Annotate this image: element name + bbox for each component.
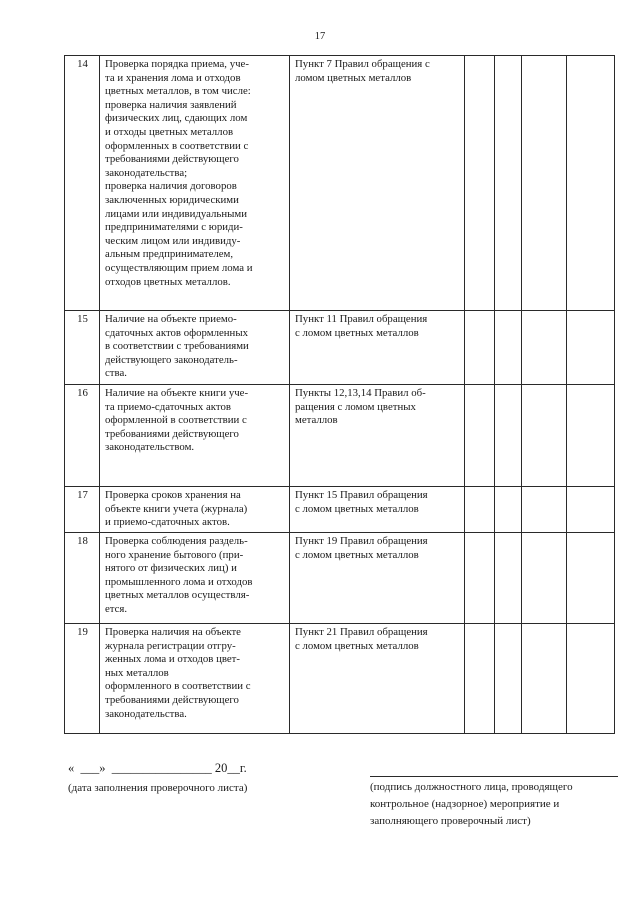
row-number: 15 xyxy=(65,311,100,385)
answer-cell-no[interactable] xyxy=(495,56,522,311)
answer-cell-no[interactable] xyxy=(495,624,522,734)
checklist-table xyxy=(64,55,615,734)
fill-date-caption: (дата заполнения проверочного листа) xyxy=(68,782,248,794)
table-row xyxy=(65,487,615,533)
table-row xyxy=(65,385,615,487)
legal-reference: Пункт 15 Правил обращения с ломом цветных металлов xyxy=(290,487,465,533)
row-number: 18 xyxy=(65,533,100,624)
legal-reference: Пункт 7 Правил обращения с ломом цветных металлов xyxy=(290,56,465,311)
answer-cell-no[interactable] xyxy=(495,385,522,487)
answer-cell-yes[interactable] xyxy=(465,487,495,533)
notes-cell[interactable] xyxy=(567,533,615,624)
notes-cell[interactable] xyxy=(567,311,615,385)
legal-reference: Пункт 21 Правил обращения с ломом цветных металлов xyxy=(290,624,465,734)
row-number: 17 xyxy=(65,487,100,533)
requirement-text: Проверка порядка приема, уче- та и хранения лома и отходов цветных металлов, в том числе: проверка наличия заявлений физических лиц, сдающих лом и отходы цветных металлов оформленных в соответствии с требованиями действующего законодательства; проверка наличия договоров заключенных юридическими лицами или индивидуальными предпринимателями с юриди- ческим лицом или индивиду- альным предпринимателем, осуществляющим прием лома и отходов цветных металлов. xyxy=(100,56,290,311)
table-row xyxy=(65,533,615,624)
table-row xyxy=(65,311,615,385)
requirement-text: Проверка наличия на объекте журнала регистрации отгру- женных лома и отходов цвет- ных металлов оформленного в соответствии с требованиями действующего законодательства. xyxy=(100,624,290,734)
answer-cell-not-applicable[interactable] xyxy=(522,487,567,533)
signature-line[interactable] xyxy=(370,776,618,777)
answer-cell-no[interactable] xyxy=(495,487,522,533)
answer-cell-yes[interactable] xyxy=(465,533,495,624)
row-number: 19 xyxy=(65,624,100,734)
legal-reference: Пункт 11 Правил обращения с ломом цветных металлов xyxy=(290,311,465,385)
answer-cell-not-applicable[interactable] xyxy=(522,385,567,487)
answer-cell-yes[interactable] xyxy=(465,56,495,311)
answer-cell-yes[interactable] xyxy=(465,311,495,385)
answer-cell-not-applicable[interactable] xyxy=(522,311,567,385)
answer-cell-no[interactable] xyxy=(495,311,522,385)
notes-cell[interactable] xyxy=(567,385,615,487)
fill-date-line[interactable]: « ___» ________________ 20__г. xyxy=(68,761,247,775)
notes-cell[interactable] xyxy=(567,56,615,311)
requirement-text: Наличие на объекте приемо- сдаточных актов оформленных в соответствии с требованиями действующего законодатель- ства. xyxy=(100,311,290,385)
answer-cell-yes[interactable] xyxy=(465,385,495,487)
signature-caption: (подпись должностного лица, проводящего контрольное (надзорное) мероприятие и заполняющего проверочный лист) xyxy=(370,781,573,827)
notes-cell[interactable] xyxy=(567,487,615,533)
answer-cell-no[interactable] xyxy=(495,533,522,624)
answer-cell-not-applicable[interactable] xyxy=(522,624,567,734)
row-number: 16 xyxy=(65,385,100,487)
answer-cell-not-applicable[interactable] xyxy=(522,56,567,311)
page-number: 17 xyxy=(314,31,326,42)
notes-cell[interactable] xyxy=(567,624,615,734)
row-number: 14 xyxy=(65,56,100,311)
requirement-text: Проверка сроков хранения на объекте книги учета (журнала) и приемо-сдаточных актов. xyxy=(100,487,290,533)
requirement-text: Проверка соблюдения раздель- ного хранение бытового (при- нятого от физических лиц) и промышленного лома и отходов цветных металлов осуществля- ется. xyxy=(100,533,290,624)
requirement-text: Наличие на объекте книги уче- та приемо-сдаточных актов оформленной в соответствии с требованиями действующего законодательством. xyxy=(100,385,290,487)
answer-cell-not-applicable[interactable] xyxy=(522,533,567,624)
answer-cell-yes[interactable] xyxy=(465,624,495,734)
legal-reference: Пункт 19 Правил обращения с ломом цветных металлов xyxy=(290,533,465,624)
table-row xyxy=(65,624,615,734)
legal-reference: Пункты 12,13,14 Правил об- ращения с ломом цветных металлов xyxy=(290,385,465,487)
table-row xyxy=(65,56,615,311)
